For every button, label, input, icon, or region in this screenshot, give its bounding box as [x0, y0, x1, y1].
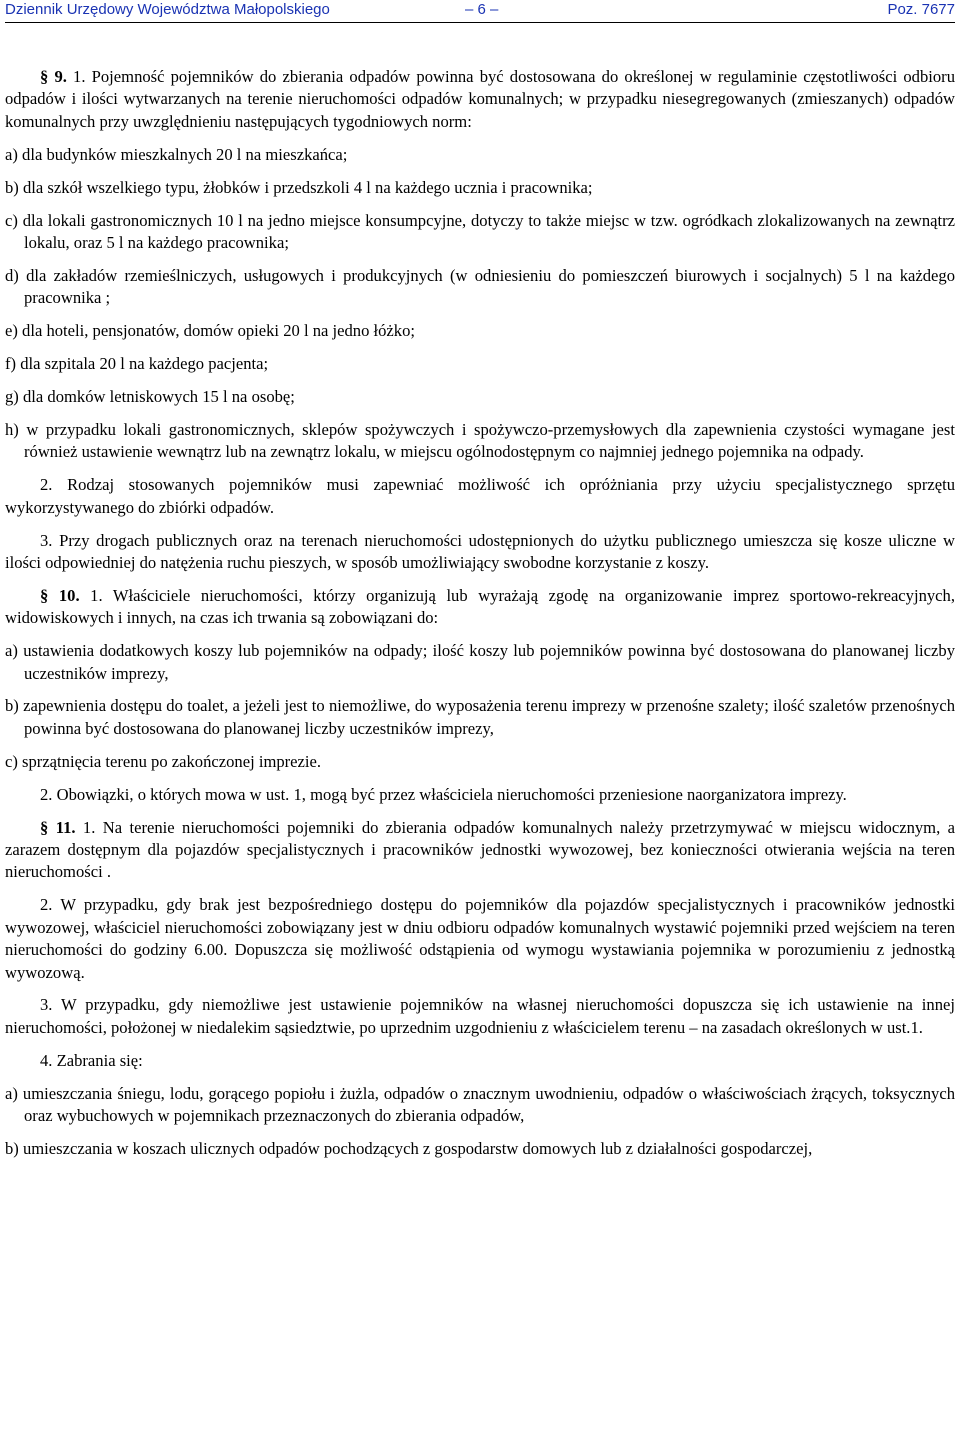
- list-item: g) dla domków letniskowych 15 l na osobę;: [5, 386, 295, 406]
- journal-title: Dziennik Urzędowy Województwa Małopolskiego: [5, 1, 330, 18]
- list-item: f) dla szpitala 20 l na każdego pacjenta;: [5, 354, 269, 374]
- list-item: d) dla zakładów rzemieślniczych, usługowych i produkcyjnych (w odniesieniu do pomieszczeń biurowych i socjalnych) 5 l na każdego pracownika ;: [5, 265, 955, 308]
- list-item: b) zapewnienia dostępu do toalet, a jeżeli jest to niemożliwe, do wyposażenia terenu imprezy w przenośne szalety; ilość szaletów przenośnych powinna być dostosowana do planowanej liczby uczestników imprezy,: [5, 696, 955, 738]
- list-item: h) w przypadku lokali gastronomicznych, sklepów spożywczych i spożywczo-przemysłowych dla zapewnienia czystości wymagane jest również ustawienie wewnątrz lub na zewnątrz lokalu, w miejscu ogólnodostępnym co najmniej jednego pojemnika na odpady.: [5, 419, 955, 462]
- section-10-number: § 10.: [40, 585, 80, 605]
- list-item: a) umieszczania śniegu, lodu, gorącego popiołu i żużla, odpadów o znacznym uwodnieniu, odpadów o właściwościach żrących, toksycznych oraz wybuchowych w pojemnikach przeznaczonych do zbierania odpadów,: [5, 1083, 955, 1126]
- list-item: a) ustawienia dodatkowych koszy lub pojemników na odpady; ilość koszy lub pojemników powinna być dostosowana do planowanej liczby uczestników imprezy,: [5, 641, 955, 683]
- list-item: e) dla hoteli, pensjonatów, domów opieki 20 l na jedno łóżko;: [5, 321, 415, 341]
- section-11-paragraph-3: 3. W przypadku, gdy niemożliwe jest ustawienie pojemników na własnej nieruchomości dopuszcza się ich ustawienie na innej nieruchomości, położonej w niedalekim sąsiedztwie, po uprzednim uzgodnieniu z właścicielem terenu – na zasadach określonych w ust.1.: [5, 995, 955, 1037]
- position-number: Poz. 7677: [887, 1, 955, 18]
- page-number: – 6 –: [465, 1, 499, 18]
- section-11-paragraph-1: [5, 817, 955, 884]
- section-11-p1-text: Na terenie nieruchomości pojemniki do zbierania odpadów komunalnych należy przetrzymywać w miejscu widocznym, a zarazem dostępnym dla pojazdów specjalistycznych i pracowników jednostki wywozowej, bez konieczności otwierania wejścia na teren nieruchomości .: [5, 817, 955, 882]
- document-body: [5, 66, 955, 1171]
- section-9-number: § 9.: [40, 67, 67, 86]
- list-item: a) dla budynków mieszkalnych 20 l na mieszkańca;: [5, 144, 348, 164]
- section-11-p1-lead: 1.: [82, 817, 96, 837]
- section-10-paragraph-1: [5, 585, 955, 630]
- list-item: c) dla lokali gastronomicznych 10 l na jedno miejsce konsumpcyjne, dotyczy to także miejsc w tzw. ogródkach zlokalizowanych na zewnątrz lokalu, oraz 5 l na każdego pracownika;: [5, 210, 955, 252]
- list-item: b) umieszczania w koszach ulicznych odpadów pochodzących z gospodarstw domowych lub z działalności gospodarczej,: [5, 1138, 813, 1158]
- section-10-paragraph-2: 2. Obowiązki, o których mowa w ust. 1, mogą być przez właściciela nieruchomości przeniesione naorganizatora imprezy.: [40, 784, 847, 804]
- section-10-p1-lead: 1.: [90, 585, 103, 605]
- section-11-paragraph-2: 2. W przypadku, gdy brak jest bezpośredniego dostępu do pojemników dla pojazdów specjalistycznych i pracowników jednostki wywozowej, właściciel nieruchomości zobowiązany jest w dniu odbioru odpadów komunalnych wystawić pojemniki przed wejściem na teren nieruchomości do godziny 6.00. Dopuszcza się możliwość odstąpienia od wymogu wystawiania pojemnika w porozumieniu z jednostką wywozową.: [5, 895, 955, 982]
- section-9-paragraph-2: 2. Rodzaj stosowanych pojemników musi zapewniać możliwość ich opróżniania przy użyciu specjalistycznego sprzętu wykorzystywanego do zbiórki odpadów.: [5, 475, 955, 517]
- section-9-paragraph-3: 3. Przy drogach publicznych oraz na terenach nieruchomości udostępnionych do użytku publicznego umieszcza się kosze uliczne w ilości odpowiedniej do natężenia ruchu pieszych, w sposób umożliwiający swobodne korzystanie z koszy.: [5, 530, 955, 572]
- section-10-p1-text: Właściciele nieruchomości, którzy organizują lub wyrażają zgodę na organizowanie imprez sportowo-rekreacyjnych, widowiskowych i innych, na czas ich trwania są zobowiązani do:: [5, 585, 955, 628]
- section-11-paragraph-4: 4. Zabrania się:: [40, 1050, 143, 1070]
- section-9-paragraph-1: [5, 66, 955, 133]
- section-9-p1-text: Pojemność pojemników do zbierania odpadów powinna być dostosowana do określonej w regulaminie częstotliwości odbioru odpadów i ilości wytwarzanych na terenie nieruchomości odpadów komunalnych; w przypadku niesegregowanych (zmieszanych) odpadów komunalnych przy uwzględnieniu następujących tygodniowych norm:: [5, 67, 955, 131]
- page-header: [5, 0, 955, 23]
- section-9-p1-lead: 1.: [73, 67, 86, 86]
- list-item: b) dla szkół wszelkiego typu, żłobków i przedszkoli 4 l na każdego ucznia i pracownika;: [5, 177, 593, 197]
- list-item: c) sprzątnięcia terenu po zakończonej imprezie.: [5, 751, 322, 771]
- section-11-number: § 11.: [40, 817, 76, 837]
